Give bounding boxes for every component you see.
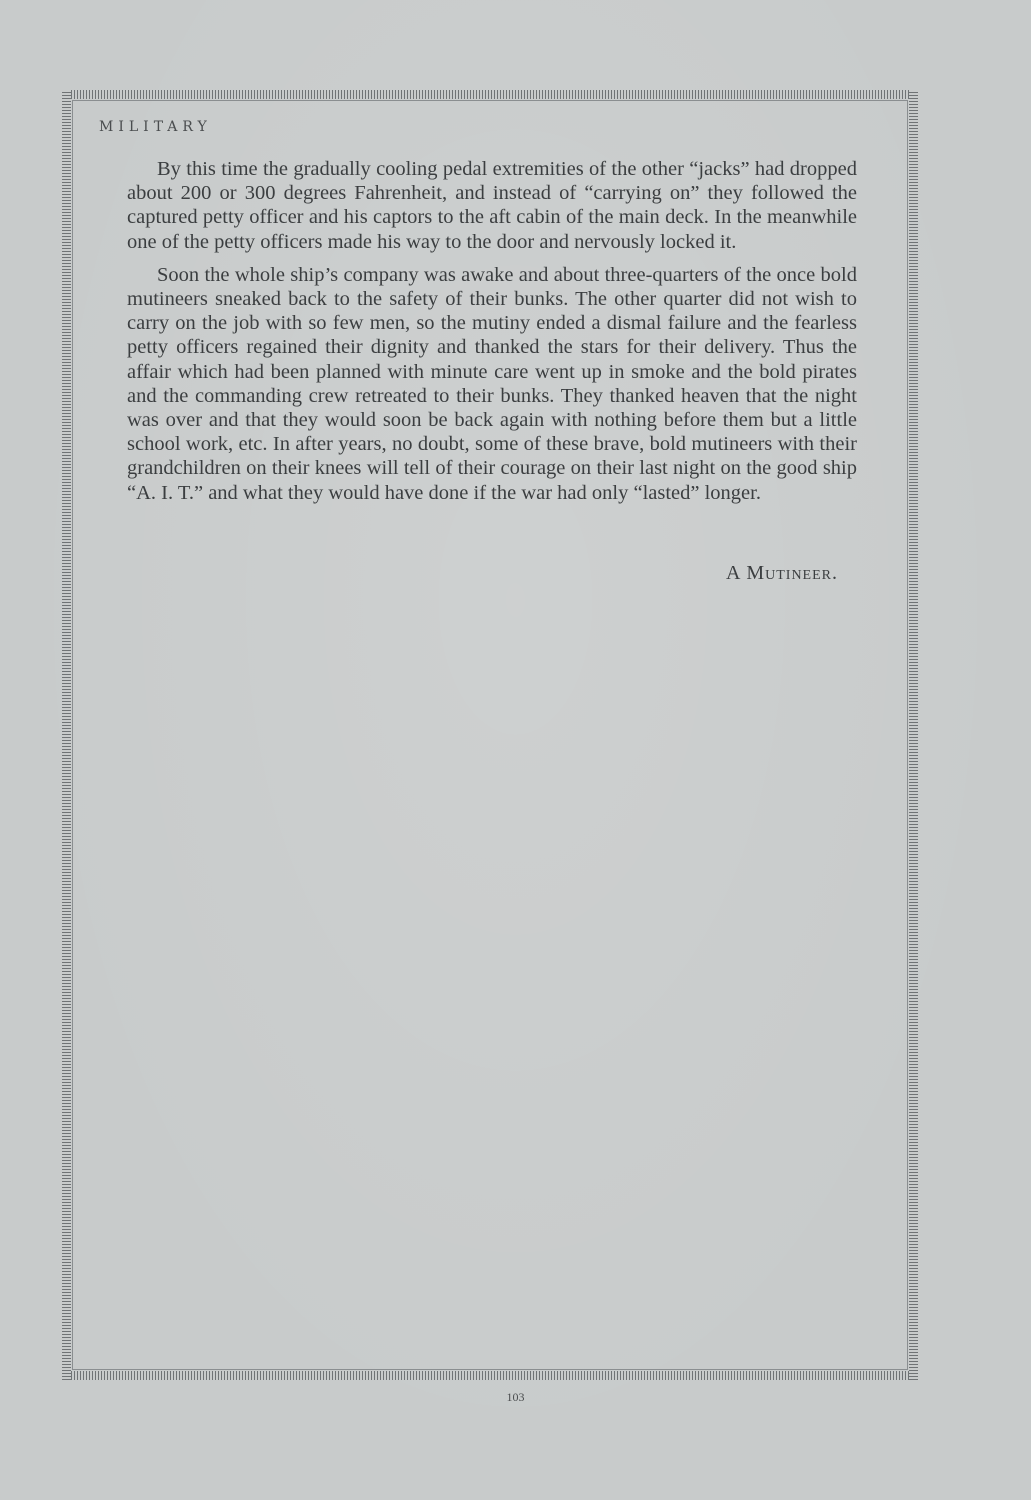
border-bottom [62, 1371, 918, 1380]
article-body [127, 157, 857, 514]
page-number: 103 [506, 1390, 525, 1404]
border-top [62, 90, 918, 99]
section-header: MILITARY [99, 119, 212, 135]
paragraph-2: Soon the whole ship’s company was awake and about three-quarters of the once bold mutineers sneaked back to the safety of their bunks. The other quarter did not wish to carry on the job with so few men, so the mutiny ended a dismal failure and the fearless petty officers regained their dignity and thanked the stars for their delivery. Thus the affair which had been planned with minute care went up in smoke and the bold pirates and the commanding crew retreated to their bunks. They thanked heaven that the night was over and that they would soon be back again with nothing before them but a little school work, etc. In after years, no doubt, some of these brave, bold mutineers with their grandchildren on their knees will tell of their courage on their last night on the good ship “A. I. T.” and what they would have done if the war had only “lasted” longer. [127, 263, 857, 504]
border-right [909, 90, 918, 1380]
border-left [62, 90, 71, 1380]
signature: A Mutineer. [726, 562, 838, 584]
paragraph-1: By this time the gradually cooling pedal extremities of the other “jacks” had dropped about 200 or 300 degrees Fahrenheit, and instead of “carrying on” they followed the captured petty officer and his captors to the aft cabin of the main deck. In the meanwhile one of the petty officers made his way to the door and nervously locked it. [127, 158, 857, 253]
